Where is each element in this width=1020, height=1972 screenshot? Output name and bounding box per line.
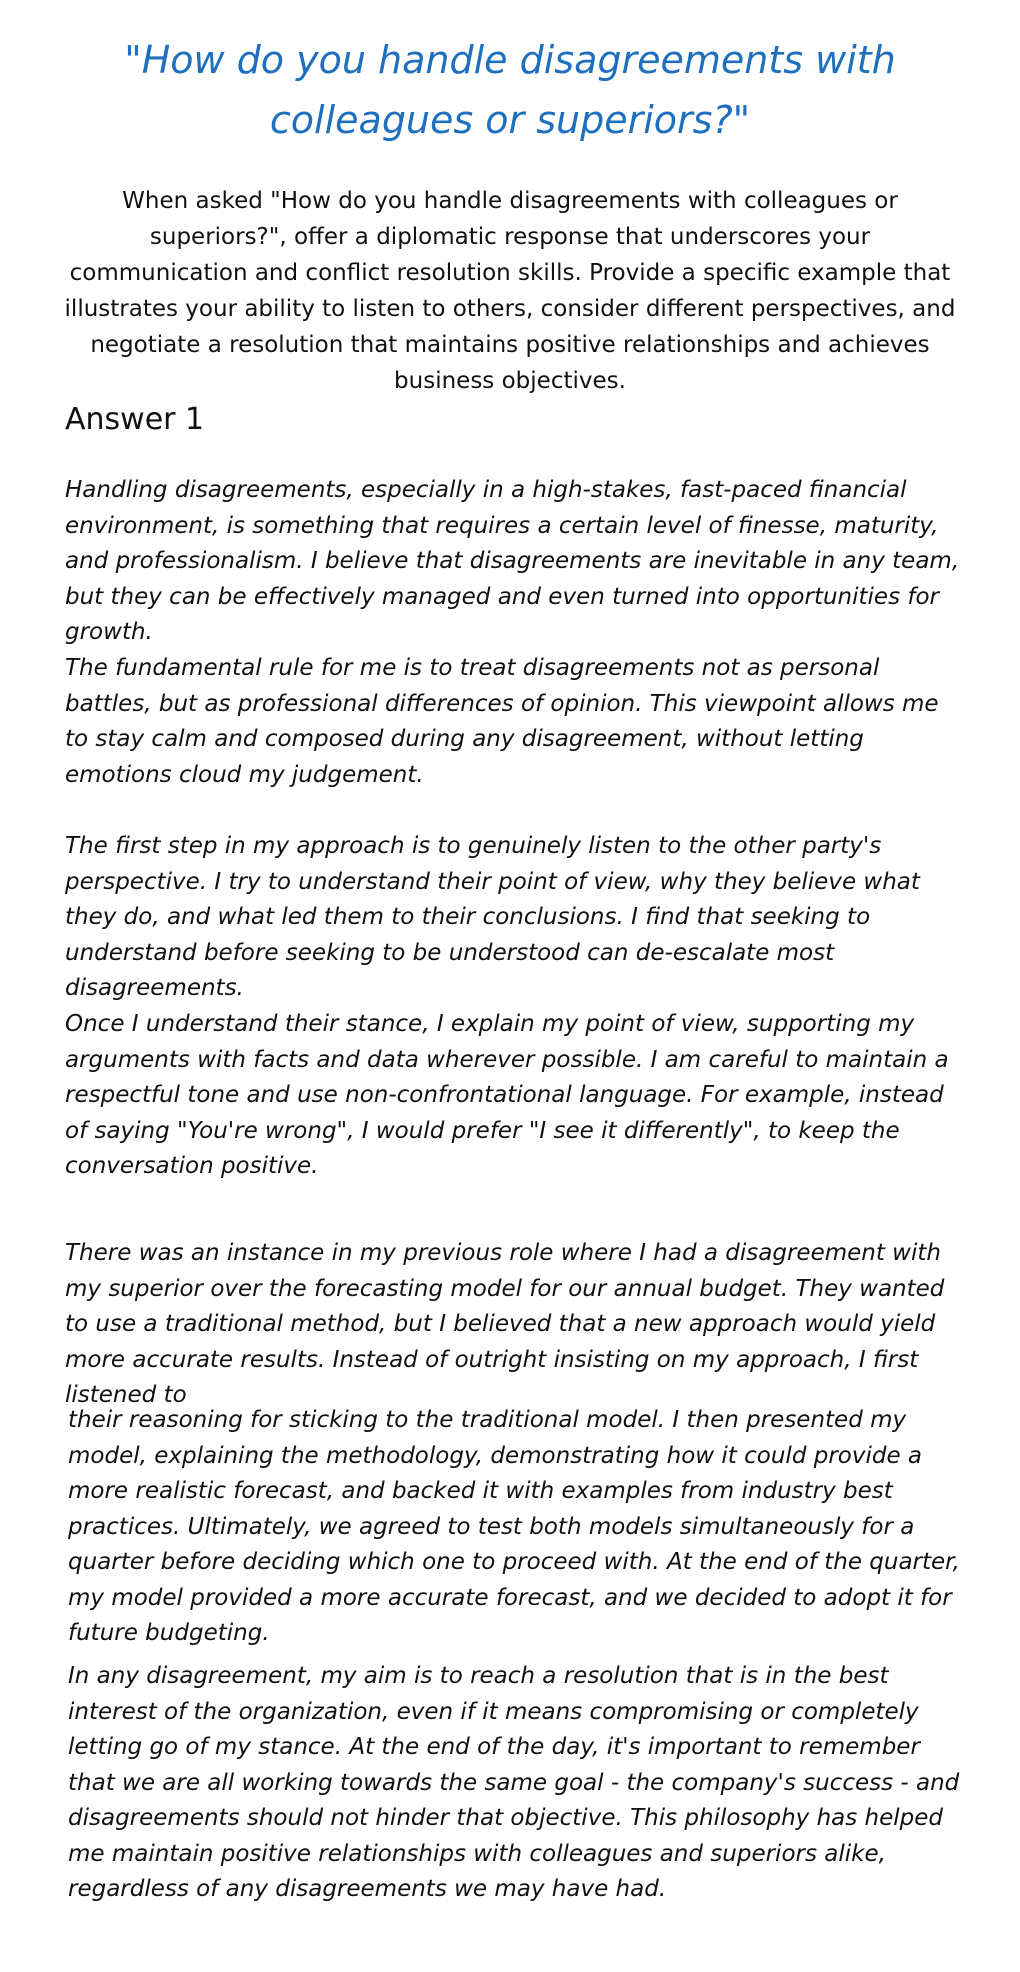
answer-paragraph-7: In any disagreement, my aim is to reach a resolution that is in the best interest of the organization, even if it means compromising or completely letting go of my stance. At the end of the day, it's important to remember that we are all working towards the same goal - the company's success - and disagreements should not hinder that objective. This philosophy has helped me maintain positive relationships with colleagues and superiors alike, regardless of any disagreements we may have had.: [68, 1663, 960, 1902]
answer-paragraph-5: There was an instance in my previous role where I had a disagreement with my superior over the forecasting model for our annual budget. They wanted to use a traditional method, but I believed that a new approach would yield more accurate results. Instead of outright insisting on my approach, I first listened to: [65, 1240, 945, 1408]
answer-heading: Answer 1: [65, 402, 205, 437]
answer-paragraph-4: Once I understand their stance, I explain my point of view, supporting my arguments with facts and data wherever possible. I am careful to maintain a respectful tone and use non-confrontational language. For example, instead of saying "You're wrong", I would prefer "I see it differently", to keep the conversation positive.: [65, 1011, 949, 1179]
answer-paragraph-2: The fundamental rule for me is to treat disagreements not as personal battles, but as professional differences of opinion. This viewpoint allows me to stay calm and composed during any disagreement, without letting emotions cloud my judgement.: [65, 655, 939, 788]
page-title: "How do you handle disagreements with colleagues or superiors?": [124, 38, 896, 142]
intro-paragraph: When asked "How do you handle disagreements with colleagues or superiors?", offer a diplomatic response that underscores your communication and conflict resolution skills. Provide a specific example that illustrates your ability to listen to others, consider different perspectives, and negotiate a resolution that maintains positive relationships and achieves business objectives.: [64, 188, 956, 394]
answer-paragraph-3: The first step in my approach is to genuinely listen to the other party's perspective. I try to understand their point of view, why they believe what they do, and what led them to their conclusions. I find that seeking to understand before seeking to be understood can de-escalate most disagreements.: [65, 833, 920, 1001]
answer-paragraph-1: Handling disagreements, especially in a high-stakes, fast-paced financial environment, is something that requires a certain level of finesse, maturity, and professionalism. I believe that disagreements are inevitable in any team, but they can be effectively managed and even turned into opportunities for growth.: [65, 477, 960, 645]
answer-paragraph-6: their reasoning for sticking to the traditional model. I then presented my model, explaining the methodology, demonstrating how it could provide a more realistic forecast, and backed it with examples from industry best practices. Ultimately, we agreed to test both models simultaneously for a quarter before deciding which one to proceed with. At the end of the quarter, my model provided a more accurate forecast, and we decided to adopt it for future budgeting.: [68, 1407, 960, 1646]
